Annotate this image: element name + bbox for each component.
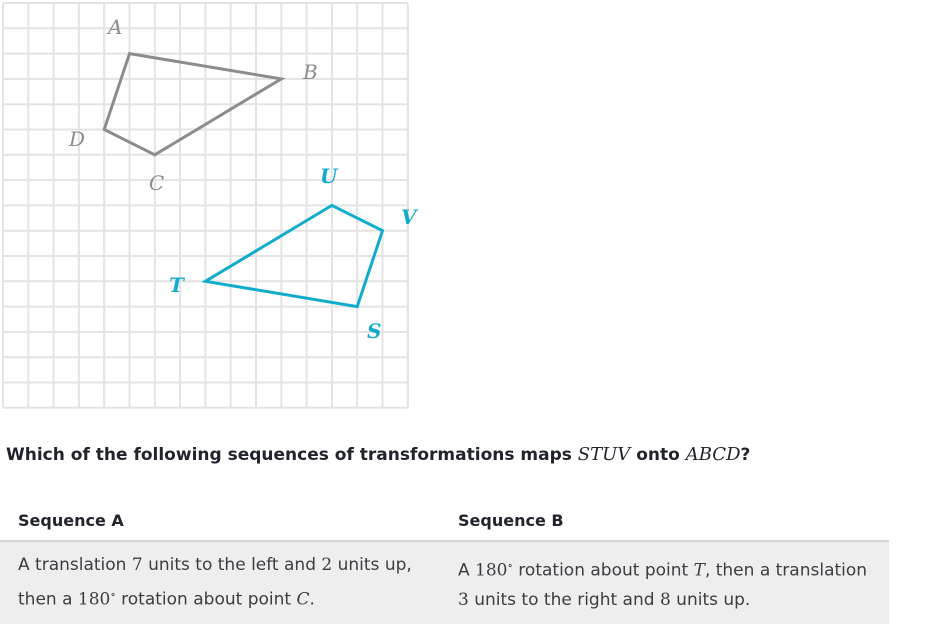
text-fragment: , then a translation bbox=[704, 560, 868, 581]
sequences-table bbox=[0, 500, 889, 624]
label-point-u: U bbox=[320, 164, 338, 188]
number-fragment: 8 bbox=[659, 589, 671, 610]
header-sequence-b: Sequence B bbox=[440, 500, 889, 541]
label-point-v: V bbox=[401, 205, 417, 229]
number-fragment: 3 bbox=[458, 589, 469, 610]
text-fragment: . bbox=[309, 589, 315, 610]
question-target-shape: ABCD bbox=[685, 444, 741, 465]
cell-sequence-a bbox=[0, 541, 440, 624]
point-fragment: C bbox=[296, 589, 310, 610]
text-fragment: rotation about point bbox=[115, 589, 297, 610]
text-fragment: units up, bbox=[332, 555, 412, 575]
text-fragment: A translation bbox=[18, 555, 132, 575]
text-fragment: A bbox=[458, 560, 476, 581]
label-point-a: A bbox=[108, 15, 123, 39]
header-sequence-a: Sequence A bbox=[0, 500, 440, 541]
label-point-c: C bbox=[149, 171, 165, 195]
question-suffix: ? bbox=[740, 445, 751, 465]
text-fragment: rotation about point bbox=[512, 560, 694, 581]
number-fragment: 2 bbox=[321, 555, 333, 575]
question-source-shape: STUV bbox=[577, 444, 631, 465]
degree-symbol: ∘ bbox=[110, 588, 116, 601]
label-point-s: S bbox=[367, 319, 382, 343]
number-fragment: 180 bbox=[77, 589, 111, 610]
text-fragment: units to the right and bbox=[468, 589, 660, 610]
text-fragment: units up. bbox=[670, 589, 751, 610]
text-fragment: then a bbox=[18, 589, 78, 610]
question-prefix: Which of the following sequences of transformations maps bbox=[6, 445, 578, 465]
number-fragment: 180 bbox=[475, 560, 508, 581]
coordinate-grid-figure bbox=[0, 0, 417, 410]
table-row bbox=[0, 541, 889, 624]
point-fragment: T bbox=[693, 560, 705, 581]
grid-lines bbox=[3, 3, 408, 408]
label-point-t: T bbox=[169, 273, 184, 297]
label-point-b: B bbox=[303, 60, 318, 84]
question-middle: onto bbox=[630, 445, 686, 465]
question-text bbox=[6, 444, 750, 465]
degree-symbol: ∘ bbox=[507, 559, 513, 572]
text-fragment: units to the left and bbox=[142, 555, 322, 575]
label-point-d: D bbox=[69, 127, 86, 151]
cell-sequence-b bbox=[440, 541, 889, 624]
number-fragment: 7 bbox=[131, 555, 143, 575]
table-header-row bbox=[0, 500, 889, 541]
